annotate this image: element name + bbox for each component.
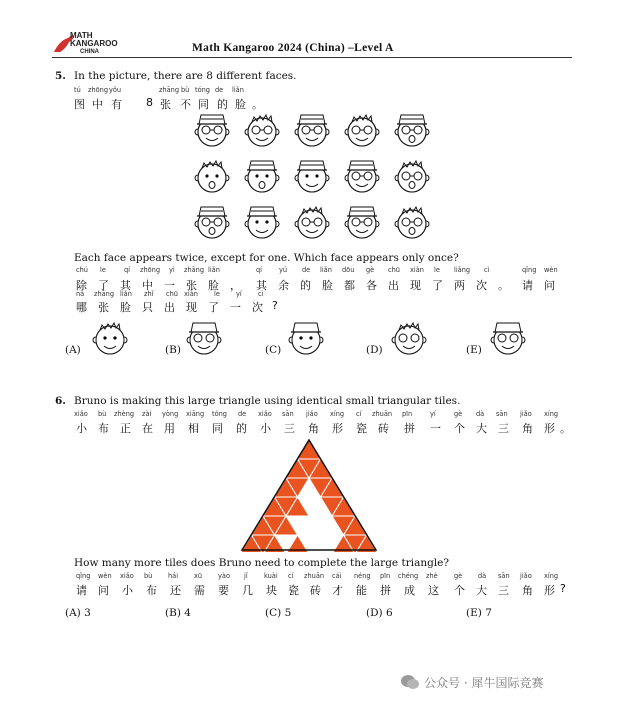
q5-pinyin-line2: chú le qí zhōng yì zhāng liǎn qí yú de liǎn dōu gè chū xiàn le liǎng cì qǐng wèn [76,266,558,274]
header-rule [52,57,572,58]
q6-option-b[interactable]: (B) 4 [165,607,191,619]
wechat-icon [400,674,420,690]
q6-chinese-line2: 请 问 小 布 还 需 要 几 块 瓷 砖 才 能 拼 成 这 个 大 三 角 形 ? [76,582,567,597]
watermark-text: 公众号 · 犀牛国际竞赛 [424,676,544,690]
face [295,161,329,192]
triangle-tiles [240,440,378,552]
page-title: Math Kangaroo 2024 (China) –Level A [192,42,394,54]
q5-question: Each face appears twice, except for one. Which face appears only once? [74,252,459,264]
q5-option-c[interactable]: (C) [265,344,282,356]
faces-grid [190,114,440,248]
q6-pinyin-line1: xiǎo bù zhèng zài yòng xiāng tóng de xiǎo sān jiǎo xíng cí zhuān pīn yí gè dà sān jiǎo xíng [74,410,559,418]
logo-line2: KANGAROO [70,39,118,48]
triangle-figure [240,438,378,552]
face [395,115,429,146]
option-b-face-icon [182,318,226,362]
face [245,161,279,192]
q5-chinese-line1: 图 中 有 8 张 不 同 的 脸 。 [74,96,264,111]
face [295,207,329,238]
q5-option-a[interactable]: (A) [65,344,81,356]
face [345,115,379,146]
face [395,161,429,192]
option-e-face-icon [486,318,530,362]
q6-number: 6. [55,395,66,407]
logo [52,30,142,56]
q6-option-d[interactable]: (D) 6 [366,607,393,619]
q5-option-d[interactable]: (D) [366,344,383,356]
q5-pinyin-line3: nǎ zhāng liǎn zhǐ chū xiàn le yí cì [76,290,264,298]
logo-line3: CHINA [80,49,99,55]
face [245,115,279,146]
watermark [400,673,620,691]
q6-chinese-line1: 小 布 正 在 用 相 同 的 小 三 角 形 瓷 砖 拼 一 个 大 三 角 形 。 [76,422,572,435]
logo-line1: MATH [70,31,93,40]
q5-pinyin-line1: tú zhōng yǒu zhāng bù tóng de liǎn [74,86,244,94]
face [395,207,429,238]
face [345,207,379,238]
q6-question: How many more tiles does Bruno need to complete the large triangle? [74,557,450,569]
q5-chinese-line3: 哪 张 脸 只 出 现 了 一 次 ? [76,299,279,314]
face [245,207,279,238]
option-d-face-icon [387,318,431,362]
q6-option-e[interactable]: (E) 7 [466,607,492,619]
face [195,207,229,238]
q5-option-e[interactable]: (E) [466,344,482,356]
option-a-face-icon [88,318,132,362]
face [345,161,379,192]
q5-text: In the picture, there are 8 different faces. [74,70,297,82]
face [195,161,229,192]
q5-chinese-line2: 除 了 其 中 一 张 脸 ， 其 余 的 脸 都 各 出 现 了 两 次 。 请 问 [76,279,556,292]
q6-option-c[interactable]: (C) 5 [265,607,292,619]
face [295,115,329,146]
q6-text: Bruno is making this large triangle using identical small triangular tiles. [74,395,461,407]
q5-option-b[interactable]: (B) [165,344,181,356]
q6-option-a[interactable]: (A) 3 [65,607,91,619]
option-c-face-icon [284,318,328,362]
q5-number: 5. [55,70,66,82]
q6-pinyin-line2: qǐng wèn xiǎo bù hái xū yào jǐ kuài cí zhuān cái néng pīn chéng zhè gè dà sān jiǎo xíng [76,572,559,580]
face [195,115,229,146]
